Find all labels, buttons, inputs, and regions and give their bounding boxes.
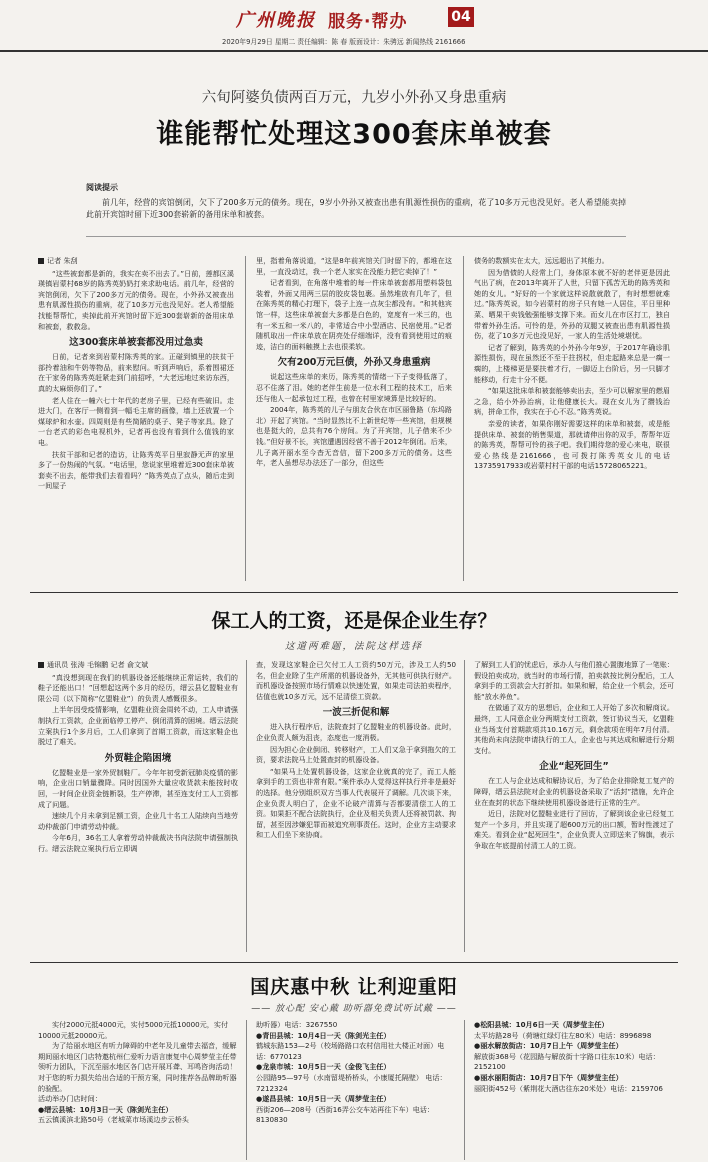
summary-box [86,182,626,230]
article1-byline: 记者 朱刮 [47,256,78,265]
ad-line: 公园路95—97号（水南留堤桥桥头，小康厦托隔壁） 电话：7212324 [256,1072,447,1093]
ad-headline: 国庆惠中秋 让利迎重阳 [250,976,458,998]
column-divider [464,1020,465,1160]
page-number: 04 [448,7,474,27]
article2-headline: 保工人的工资，还是保企业生存？ [211,610,497,632]
paragraph: “这些被套都是新的，我实在卖不出去了。”日前，莲都区溪瑛镇岩蒙村68岁的陈秀英奶奶打来求助电话。前几年，经营的宾馆倒闭，欠下了200多万元的债务。现在，小外孙又被查出患有肌源性损伤的重病，花了10多万元也没见好。老人希望能找能帮帮忙，卖掉此前开宾馆时留下近300套崭新的备用床单和被套，救救急。 [38,268,234,331]
paragraph: 在做通了双方的思想后，企业和工人开始了多次和解商议。最终，工人同意企业分两期支付工资款，签订协议当天，亿盟鞋业当场支付首期款项共10.16万元，剩余款项在明年7月付清。其他尚未向法院申请执行的工人，企业也与其达成和解进行分期支付。 [474,703,674,755]
paragraph: 亿盟鞋业是一家外贸制鞋厂。今年年初受新冠肺炎疫情的影响，企业出口销量骤降。同时因国外大量应收货款未能按时收回，一时间企业资金链断裂，生产停滞，甚至连支付工人工资都成了问题。 [38,767,238,809]
ad-col1 [38,1020,238,1160]
column-divider [246,660,247,952]
section-rule [30,592,678,593]
article2-col3 [474,660,674,952]
section-title: 服务·帮办 [328,12,408,32]
ad-line: 丽阳街452号（紫荆花大酒店往东20米处）电话：2159706 [474,1083,663,1093]
ad-line: 西街206—208号（西街16弄公交车站再往下车）电话：8130830 [256,1104,434,1125]
subheading: 企业“起死回生” [539,761,609,773]
article2-byline: 通讯员 张涛 毛锦鹏 记者 俞文斌 [47,660,149,669]
paragraph: 里，指着角落说道，“这是8年前宾馆关门时留下的，都堆在这里，一直没动过，我一个老人家实在没能力把它卖掉了！” [256,256,452,276]
ad-line: 实付2000元抵4000元，实付5000元抵10000元，实付10000元抵20000元。 [38,1020,229,1040]
paragraph: 今年6月，36名工人拿着劳动仲裁裁决书向法院申请强制执行。缙云法院立案执行后立即调 [38,833,238,853]
ad-line: 太平坊路28号（荷塘红绿灯往左80米）电话：8996898 [474,1030,652,1040]
byline-marker-icon [38,258,44,264]
ad-line: 五云镇溪滨北路50号（老城菜市场溪边步云桥头 [38,1115,189,1125]
paragraph: 在工人与企业达成和解协议后，为了给企业排除复工复产的障碍，缙云县法院对企业的机器设备采取了“活封”措施，允许企业在查封的状态下继续使用机器设备进行正常的生产。 [474,776,674,807]
paragraph: 扶贫干部和记者的造访，让陈秀英平日里寂静无声的家里多了一份热闹的气氛。“电话里，您说家里堆着近300套床单被套卖不出去，能带我们去看看吗？”陈秀英点了点头，随后走到一间屋子 [38,449,234,491]
ad-deck: —— 放心配 安心戴 助听器免费试听试戴 —— [251,1004,457,1014]
article1-headline: 谁能帮忙处理这300套床单被套 [156,119,552,150]
masthead-rule [0,50,708,52]
ad-line: 为了给丽水地区有听力障碍的中老年及儿童带去福音，缓解期间丽水地区门店特邀杭州仁爱听力语言康复中心周梦莹主任带领听力团队，下沉至丽水地区各门店开展耳聋、耳鸣咨询活动！对于您的听力损失给出合适的干预方案，同时推荐各品牌助听器的验配。 [38,1041,237,1093]
ad-line: ●丽水丽阳街店：10月7日下午（周梦莹主任） [474,1072,623,1082]
ad-line: 解放街368号（花园路与解放街十字路口往东10米）电话：2152100 [474,1051,660,1072]
subheading: 这300套床单被套都没用过急卖 [69,337,203,349]
paragraph: 查，发现这家鞋企已欠付工人工资约50万元，涉及工人约50名，但企业除了生产所需的机器设备外，无其他可供执行财产。而机器设备按照市场行情难以快速处置，如果走司法拍卖程序，估值也就10多万元，远不足清偿工资款。 [256,660,456,701]
paragraph: 近日，法院对亿盟鞋业进行了回访，了解到该企业已经复工复产一个多月，并且实现了超600万元的出口额，暂时性渡过了难关。看到企业“起死回生”，企业负责人立即送来了锦旗，表示争取在年底提前付清工人的工资。 [474,809,674,850]
paragraph: 上半年因受疫情影响，亿盟鞋业资金周转不动，工人申请强制执行工资款，企业面临停工停产、倒闭清算的困境。缙云法院立案执行1个多月后，工人们拿到了首期工资款，而这家鞋企也脱过了难关。 [38,705,238,747]
paragraph: 因为担心企业倒闭、转移财产，工人们又急于拿到拖欠的工资，要求法院马上处置查封的机器设备。 [256,744,456,765]
paragraph: “如果马上处置机器设备，这家企业就真的完了，而工人能拿到手的工资也非常有限。”案件承办人觉得这样执行并非是最好的选择。他分别组织双方当事人代表展开了调解。几次谈下来，企业负责人明白了，企业不论破产清算与否都要清偿工人的工资。如果拒不配合法院执行，企业及相关负责人还将被罚款、拘留，甚至因涉嫌犯罪而被追究刑事责任。这时，企业方主动要求和工人们坐下来协商。 [256,766,456,840]
paragraph: 速续几个月未拿到足额工资，企业几十名工人陆续向当地劳动仲裁部门申请劳动仲裁。 [38,811,238,831]
dateline: 2020年9月29日 星期二 责任编辑：陈 春 版面设计：朱骋远 新闻热线 2161666 [222,38,466,46]
paragraph: “真没想到现在我们的机器设备还能继续正常运转，我们的鞋子还能出口！”回想起这两个多月的经历，缙云县亿盟鞋业有限公司（以下简称“亿盟鞋业”）的负责人感慨很多。 [38,672,238,703]
subheading: 一波三折促和解 [322,707,390,719]
subheading: 外贸鞋企陷困境 [104,752,172,764]
paragraph: 记者了解到，陈秀英的小外孙今年9岁，于2017年确诊肌源性损伤，现在虽然还不至于拄拐杖，但走起路来总是一瘸一瘸的，上楼梯更是要扶着才行，一脚迈上台阶后，另一只脚才能移动，行走十分不便。 [474,342,670,384]
article2-col1 [38,660,238,952]
paragraph: 老人住在一幢六七十年代的老房子里，已经有些破旧。走进大门，在客厅一侧看到一幅毛主席的画像，墙上还放置一个煤球炉和水壶。四周则是有些简陋的桌子、凳子等家具。除了一台老式的彩色电视机外，记者再也没有看到什么值钱的家电。 [38,395,234,447]
article2-col2 [256,660,456,952]
paragraph: 了解到工人们的忧虑后，承办人与他们推心置腹地算了一笔账：假设拍卖成功，就当时的市场行情，拍卖款按比例分配后，工人拿到手的工资款会大打折扣。如果和解，给企业一个机会，还可能“放水养鱼”。 [474,660,674,701]
article1-col1 [38,256,234,581]
summary-text: 前几年，经营的宾馆倒闭，欠下了200多万元的债务。现在，9岁小外孙又被查出患有肌源性损伤的重病，花了10多万元也没见好。老人希望能卖掉此前开宾馆时留下近300套崭新的备用床单和被套。 [86,198,626,219]
ad-line: 助听器）电话：3267550 [256,1020,338,1029]
column-divider [463,256,464,581]
ad-line: ●龙泉市城：10月5日一天（金俊飞主任） [256,1062,391,1072]
masthead [236,6,474,30]
summary-label: 阅读提示 [86,183,118,192]
ad-line: ●青田县城：10月4日一天（陈剑光主任） [256,1030,391,1040]
article1-kicker: 六旬阿婆负债两百万元，九岁小外孙又身患重病 [201,90,507,106]
paragraph: 进入执行程序后，法院查封了亿盟鞋业的机器设备。此时，企业负责人颇为沮丧，态度也一度消极。 [256,722,456,742]
section-rule [30,962,678,963]
paragraph: 因为借债的人经常上门，身体原本就不好的老伴更是因此气出了病，在2013年离开了人世，只留下孤苦无助的陈秀英和她的女儿。“好好的一个家就这样说散就散了，有时想想就难过。”陈秀英说，如今岩蒙村的房子只有她一人居住，平日里种菜、晒果干卖钱勉强能够支撑下来。而女儿在市区打工，独自带着外孙生活。可怜的是，外孙的双腿又被查出患有肌源性损伤，花了10多万元也没见好，一家人的生活处境堪忧。 [474,267,670,341]
ad-line: 鹤城东路153—2号（校场路路口农村信用社大楼正对面）电话：6770123 [256,1041,445,1061]
article1-col3 [474,256,670,581]
paragraph: 亲爱的读者，如果你刚好需要这样的床单和被套，或是能提供床单、被套的销售渠道，那就请伸出你的双手，帮帮年迈的陈秀英，帮帮可怜的孩子吧。我们期待您的爱心来电，联很爱心热线是2161666，也可拨打陈秀英女儿的电话13735917933或岩蒙村村干部的电话15728065221。 [474,418,670,471]
article1-col2 [256,256,452,581]
paragraph: “如果这批床单和被套能够卖出去，至少可以解家里的燃眉之急，给小外孙治病，让他健康长大。现在女儿为了攒钱治病，拼命工作，我实在于心不忍。”陈秀英说。 [474,386,670,417]
byline-marker-icon [38,662,44,668]
ad-col3 [474,1020,674,1160]
subheading: 欠有200万元巨债，外孙又身患重病 [277,357,431,369]
ad-line: ●遂昌县城：10月5日一天（周梦莹主任） [256,1094,391,1104]
paragraph: 2004年，陈秀英的儿子与朋友合伙在市区丽鲁路（东坞路北）开起了宾馆。“当时显然比不上新世纪等一些宾馆，但规模也是挺大的，总共有76个房间。为了开宾馆，儿子借来不少钱。”但好景不长，宾馆遭遇因经营不善于2012年倒闭。后来，儿子离开丽水至今杳无音信，留下200多万元的债务。这些年，老人虽想尽办法还了一部分，但这些 [256,405,452,468]
paragraph: 记者看到，在角落中堆着的每一件床单被套都用塑料袋包装着，外面又用两三层的胶皮袋包裹。虽然堆放有几年了，但在陈秀英的精心打理下，袋子上连一点灰尘都没有。“和其他宾馆一样，这些床单被套大多都是白色的，宽度有一米三的，也有一米五和一米八的，非常适合中小型酒店、民宿使用。”记者随机取出一件床单放在阴亮处仔细端详，没有看到使用过的痕迹，洁白的面料触摸上去也很柔软。 [256,278,452,351]
ad-col2 [256,1020,456,1160]
article2-deck: 这道两难题，法院这样选择 [284,641,423,652]
ad-line: ●丽水解放街店：10月7日上午（周梦莹主任） [474,1041,623,1051]
column-divider [245,256,246,581]
ad-line: 活动举办门店时间： [38,1094,102,1104]
ad-deck-text: 放心配 安心戴 助听器免费试听试戴 [275,1004,433,1014]
paragraph: 债务的数额实在太大，远远超出了其能力。 [474,256,609,265]
paragraph: 说起这些床单的来历，陈秀英的情绪一下子变得低落了，忍不住落了泪。她的老伴生前是一位水利工程的技术工，后来还与他人一起承包过工程，也曾在村里家境算是比较好的。 [256,372,452,403]
column-divider [246,1020,247,1160]
column-divider [464,660,465,952]
paragraph: 日前，记者来到岩蒙村陈秀英的家。正碰到镇里的扶贫干部拎着油和牛奶等物品，前来慰问。听到声响后，系着围裙还在干家务的陈秀英赶紧走到门前招呼，“大老远地过来访东西，真的太麻烦你们了。” [38,352,234,393]
ad-line: ●缙云县城：10月3日一天（陈剑光主任） [38,1104,173,1114]
ad-line: ●松阳县城：10月6日一天（周梦莹主任） [474,1020,609,1029]
summary-rule [86,236,626,237]
paper-logo: 广州晚报 [236,10,316,31]
